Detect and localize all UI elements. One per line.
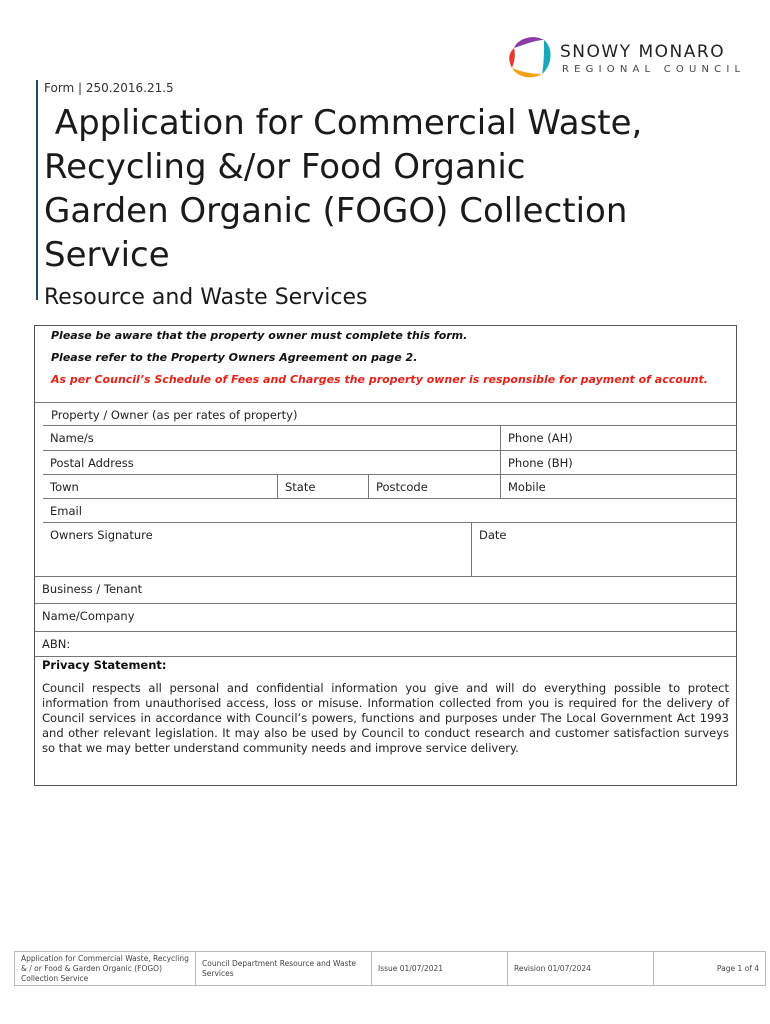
names-label: Name/s [50, 431, 94, 445]
date-label: Date [479, 528, 507, 542]
footer-page-number: Page 1 of 4 [653, 952, 767, 985]
privacy-title: Privacy Statement: [42, 658, 167, 672]
postcode-label: Postcode [376, 480, 428, 494]
owners-signature-field[interactable] [43, 523, 471, 576]
email-field[interactable] [43, 499, 737, 522]
tenant-heading-row [35, 576, 736, 603]
name-company-row [35, 603, 736, 631]
names-field[interactable] [43, 426, 500, 450]
title-block [36, 80, 756, 310]
title-line-2: Recycling &/or Food Organic [44, 147, 526, 187]
council-logo-icon [508, 34, 554, 80]
postcode-field[interactable] [368, 475, 500, 498]
postal-address-label: Postal Address [50, 456, 134, 470]
privacy-statement: Council respects all personal and confidential information you give and will do everything possible to protect information from unauthorised access, loss or misuse. Information collected from you is required for the delivery of Council services in accordance with Council’s powers, functions and purposes under The Local Government Act 1993 and other relevant legislation. It may also be used by Council to conduct research and customer satisfaction surveys so that we may better understand community needs and improve service delivery. [42, 681, 729, 755]
abn-label: ABN: [42, 637, 71, 651]
town-row [43, 474, 737, 498]
fees-notice: As per Council’s Schedule of Fees and Charges the property owner is responsible for payment of account. [51, 373, 708, 386]
footer-issue: Issue 01/07/2021 [371, 952, 507, 985]
names-row [43, 425, 737, 450]
footer-doc-title: Application for Commercial Waste, Recycling & / or Food & Garden Organic (FOGO) Collection Service [21, 953, 189, 983]
page-subtitle: Resource and Waste Services [44, 285, 368, 310]
town-field[interactable] [43, 475, 277, 498]
phone-bh-label: Phone (BH) [508, 456, 573, 470]
email-label: Email [50, 504, 82, 518]
abn-field[interactable] [35, 632, 736, 656]
footer-revision: Revision 01/07/2024 [507, 952, 653, 985]
phone-ah-field[interactable] [500, 426, 737, 450]
page-title [44, 101, 756, 277]
footer-department: Council Department Resource and Waste Services [195, 952, 371, 985]
owner-section-heading: Property / Owner (as per rates of property) [51, 408, 298, 422]
state-field[interactable] [277, 475, 368, 498]
state-label: State [285, 480, 316, 494]
privacy-divider [35, 656, 736, 657]
title-line-4: Service [44, 235, 170, 275]
owners-signature-label: Owners Signature [50, 528, 153, 542]
council-logo [508, 34, 748, 82]
title-line-1: Application for Commercial Waste, [44, 103, 643, 143]
town-label: Town [50, 480, 79, 494]
date-field[interactable] [471, 523, 737, 576]
phone-bh-field[interactable] [500, 451, 737, 474]
owner-heading-row [35, 402, 736, 425]
title-line-3: Garden Organic (FOGO) Collection [44, 191, 628, 231]
signature-row [43, 522, 737, 576]
council-subtitle: REGIONAL COUNCIL [562, 64, 746, 75]
application-form [34, 325, 737, 786]
abn-row [35, 631, 736, 656]
name-company-field[interactable] [35, 604, 736, 631]
postal-address-field[interactable] [43, 451, 500, 474]
agreement-notice: Please refer to the Property Owners Agreement on page 2. [51, 351, 418, 364]
email-row [43, 498, 737, 522]
page-footer [14, 951, 766, 986]
phone-ah-label: Phone (AH) [508, 431, 573, 445]
form-number: Form | 250.2016.21.5 [44, 81, 174, 95]
owner-notice: Please be aware that the property owner must complete this form. [51, 329, 468, 342]
council-name: SNOWY MONARO [560, 42, 726, 62]
tenant-section-heading: Business / Tenant [42, 582, 143, 596]
mobile-field[interactable] [500, 475, 737, 498]
mobile-label: Mobile [508, 480, 546, 494]
name-company-label: Name/Company [42, 609, 135, 623]
postal-row [43, 450, 737, 474]
